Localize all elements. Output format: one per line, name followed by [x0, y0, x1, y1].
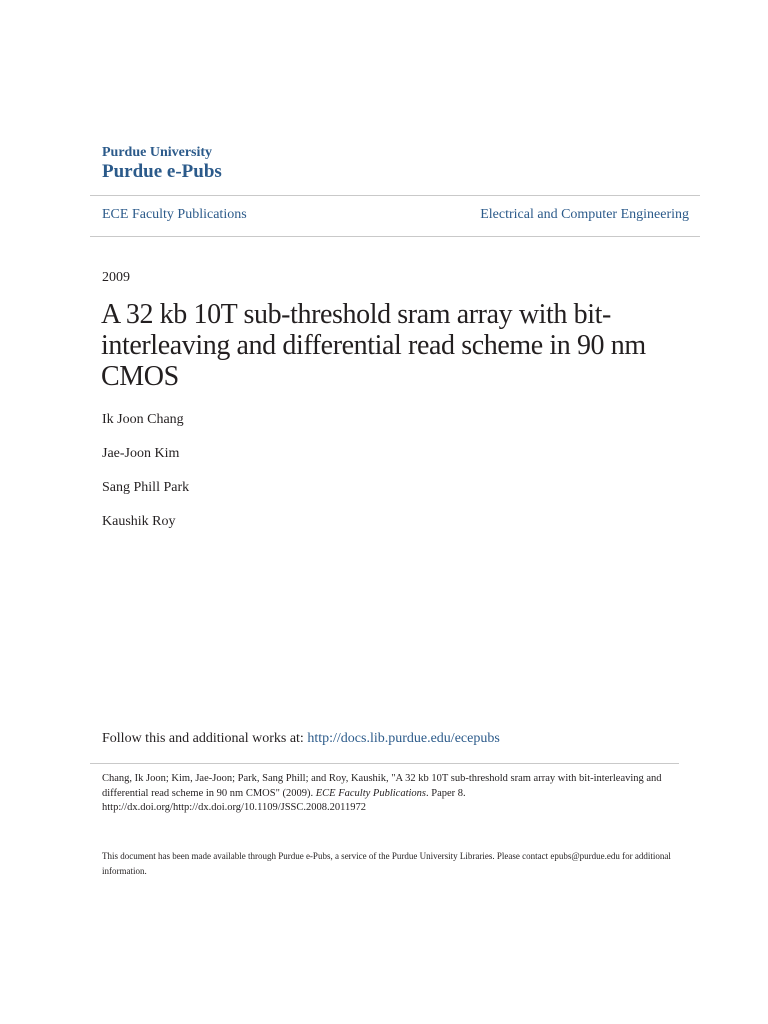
university-name: Purdue University [102, 145, 213, 160]
citation-journal: ECE Faculty Publications [315, 787, 426, 799]
repository-name[interactable]: Purdue e-Pubs [102, 161, 222, 182]
availability-notice: This document has been made available through Purdue e-Pubs, a service of the Purdue University Libraries. Please contact epubs@purdue.edu for additional information. [102, 851, 671, 876]
citation-block [102, 772, 682, 816]
author-3[interactable]: Sang Phill Park [102, 480, 190, 495]
follow-line [102, 731, 500, 747]
follow-label: Follow this and additional works at: [102, 731, 308, 746]
author-1[interactable]: Ik Joon Chang [102, 412, 184, 427]
paper-title: A 32 kb 10T sub-threshold sram array with bit-interleaving and differential read scheme in 90 nm CMOS [101, 299, 646, 392]
follow-url-link[interactable]: http://docs.lib.purdue.edu/ecepubs [307, 731, 500, 746]
citation-paper-number: . Paper 8. [426, 787, 466, 799]
citation-doi[interactable]: http://dx.doi.org/http://dx.doi.org/10.1109/JSSC.2008.2011972 [102, 802, 366, 813]
footer-divider [90, 763, 679, 764]
citation-text: Chang, Ik Joon; Kim, Jae-Joon; Park, Sang Phill; and Roy, Kaushik, "A 32 kb 10T sub-threshold sram array with bit-interleaving and differential read scheme in 90 nm CMOS" (2009). [102, 773, 662, 799]
collection-link[interactable]: ECE Faculty Publications [102, 207, 247, 222]
author-2[interactable]: Jae-Joon Kim [102, 446, 180, 461]
author-4[interactable]: Kaushik Roy [102, 514, 176, 529]
nav-divider [90, 236, 700, 237]
publication-year: 2009 [102, 270, 130, 285]
department-link[interactable]: Electrical and Computer Engineering [480, 207, 689, 222]
header-divider [90, 195, 700, 196]
